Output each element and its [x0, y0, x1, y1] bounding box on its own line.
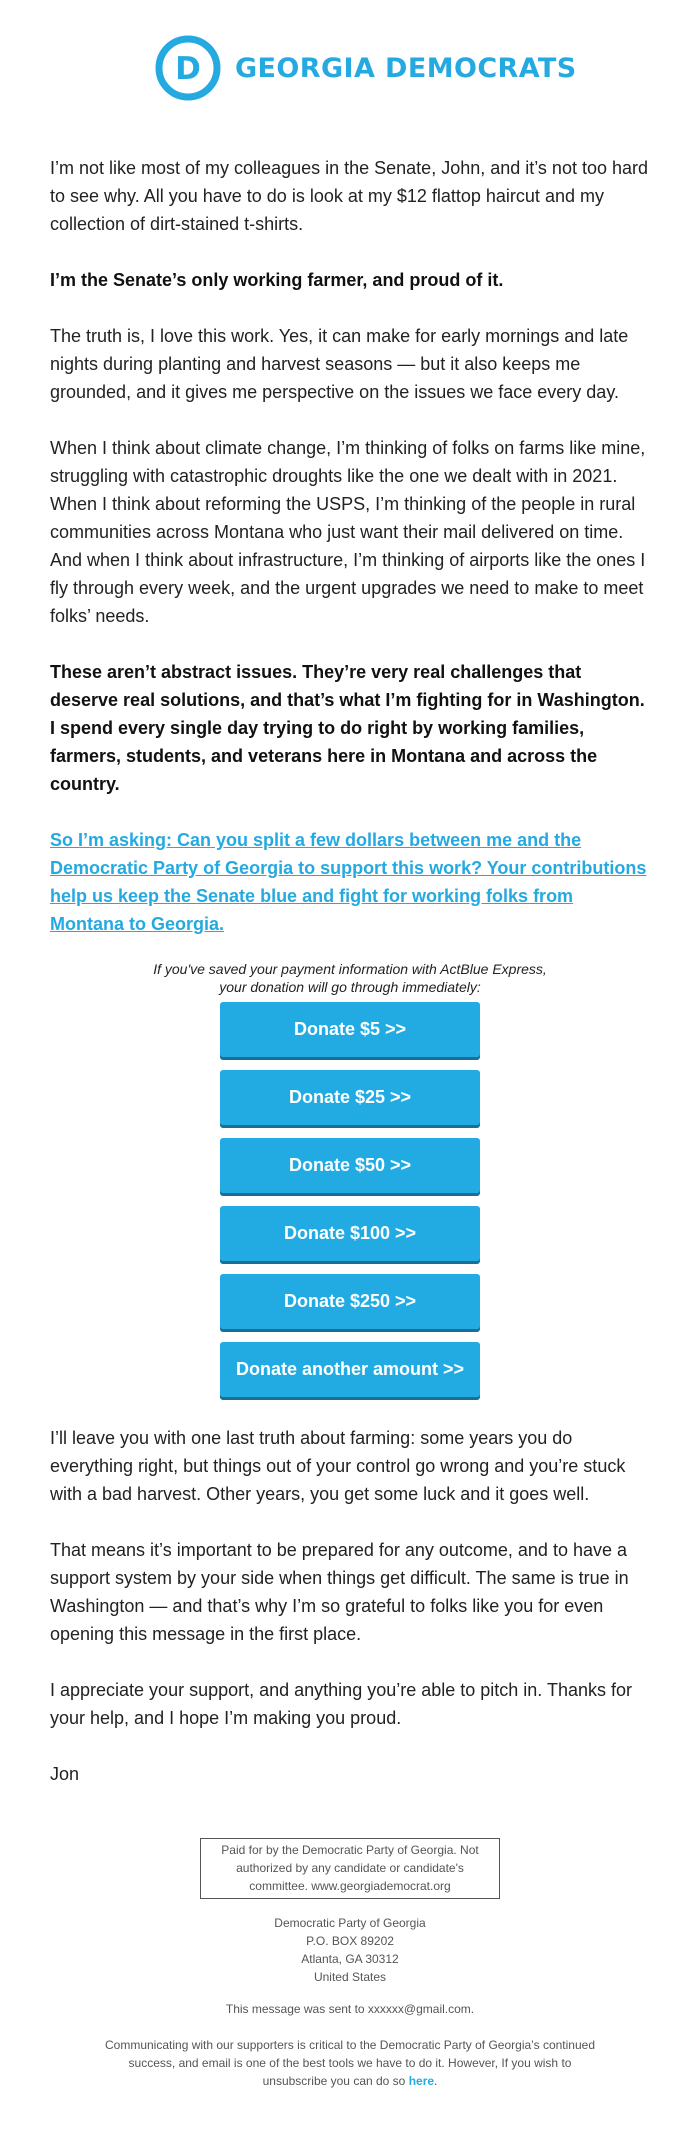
- unsubscribe-suffix: .: [434, 2074, 438, 2088]
- address-line: United States: [313, 1970, 387, 1984]
- address-line: Democratic Party of Georgia: [274, 1916, 426, 1930]
- farming-truth-paragraph: I’ll leave you with one last truth about farming: some years you do everything right, but things out of your control go wrong and you’re stuck with a bad harvest. Other years, you get some luck and it goes well.: [50, 1428, 626, 1504]
- donate-50-button[interactable]: Donate $50 >>: [220, 1138, 480, 1193]
- brand-name: GEORGIA DEMOCRATS: [235, 52, 577, 84]
- address-line: P.O. BOX 89202: [306, 1934, 394, 1948]
- unsubscribe-notice: [100, 2036, 600, 2090]
- sent-suffix: .: [470, 2002, 475, 2016]
- address-line: Atlanta, GA 30312: [301, 1952, 399, 1966]
- georgia-democrats-logo: [155, 33, 577, 103]
- signature: Jon: [50, 1764, 80, 1784]
- donate-other-amount-button[interactable]: Donate another amount >>: [220, 1342, 480, 1397]
- paid-for-disclaimer: Paid for by the Democratic Party of Georgia. Not authorized by any candidate or candidate's committee. www.georgiademocrat.org: [200, 1838, 500, 1899]
- unsubscribe-text: Communicating with our supporters is critical to the Democratic Party of Georgia’s continued success, and email is one of the best tools we have to do it. However, If you wish to unsubscribe you can do so: [105, 2038, 595, 2088]
- mailing-address: [0, 1914, 700, 1986]
- thanks-paragraph: I appreciate your support, and anything you’re able to pitch in. Thanks for your help, and I hope I’m making you proud.: [50, 1680, 633, 1728]
- issues-paragraph: When I think about climate change, I’m thinking of folks on farms like mine, struggling with catastrophic droughts like the one we dealt with in 2021. When I think about reforming the USPS, I’m thinking of the people in rural communities across Montana who just want their mail delivered on time. And when I think about infrastructure, I’m thinking of airports like the ones I fly through every week, and the urgent upgrades we need to make to meet folks’ needs.: [50, 438, 646, 626]
- email-body: [50, 154, 650, 1816]
- farmer-statement: I’m the Senate’s only working farmer, and proud of it.: [50, 270, 504, 290]
- love-work-paragraph: The truth is, I love this work. Yes, it can make for early mornings and late nights during planting and harvest seasons — but it also keeps me grounded, and it gives me perspective on the issues we face every day.: [50, 326, 629, 402]
- unsubscribe-link[interactable]: here: [408, 2074, 435, 2088]
- democrats-d-logo-icon: [155, 35, 221, 101]
- email-footer: [0, 1838, 700, 2090]
- express-note-line-2: your donation will go through immediately:: [219, 979, 481, 995]
- sent-prefix: This message was sent to: [225, 2002, 368, 2016]
- sent-to-notice: [0, 2000, 700, 2018]
- donate-buttons: [50, 1002, 650, 1410]
- donate-25-button[interactable]: Donate $25 >>: [220, 1070, 480, 1125]
- closing-section: [50, 1424, 650, 1788]
- intro-paragraph: I’m not like most of my colleagues in the Senate, John, and it’s not too hard to see why. All you have to do is look at my $12 flattop haircut and my collection of dirt-stained t-shirts.: [50, 158, 649, 234]
- actblue-express-note: [50, 960, 650, 996]
- donate-250-button[interactable]: Donate $250 >>: [220, 1274, 480, 1329]
- donate-100-button[interactable]: Donate $100 >>: [220, 1206, 480, 1261]
- recipient-email: xxxxxx@gmail.com: [367, 2002, 471, 2016]
- donate-5-button[interactable]: Donate $5 >>: [220, 1002, 480, 1057]
- logo-letter: D: [175, 51, 201, 87]
- express-note-line-1: If you've saved your payment information with ActBlue Express,: [153, 961, 547, 977]
- real-challenges-paragraph: These aren’t abstract issues. They’re very real challenges that deserve real solutions, and that’s what I’m fighting for in Washington. I spend every single day trying to do right by working families, farmers, students, and veterans here in Montana and across the country.: [50, 662, 645, 794]
- donation-ask-link[interactable]: So I’m asking: Can you split a few dollars between me and the Democratic Party of Georgia to support this work? Your contributions help us keep the Senate blue and fight for working folks from Montana to Georgia.: [50, 830, 647, 934]
- support-system-paragraph: That means it’s important to be prepared for any outcome, and to have a support system by your side when things get difficult. The same is true in Washington — and that’s why I’m so grateful to folks like you for even opening this message in the first place.: [50, 1540, 629, 1644]
